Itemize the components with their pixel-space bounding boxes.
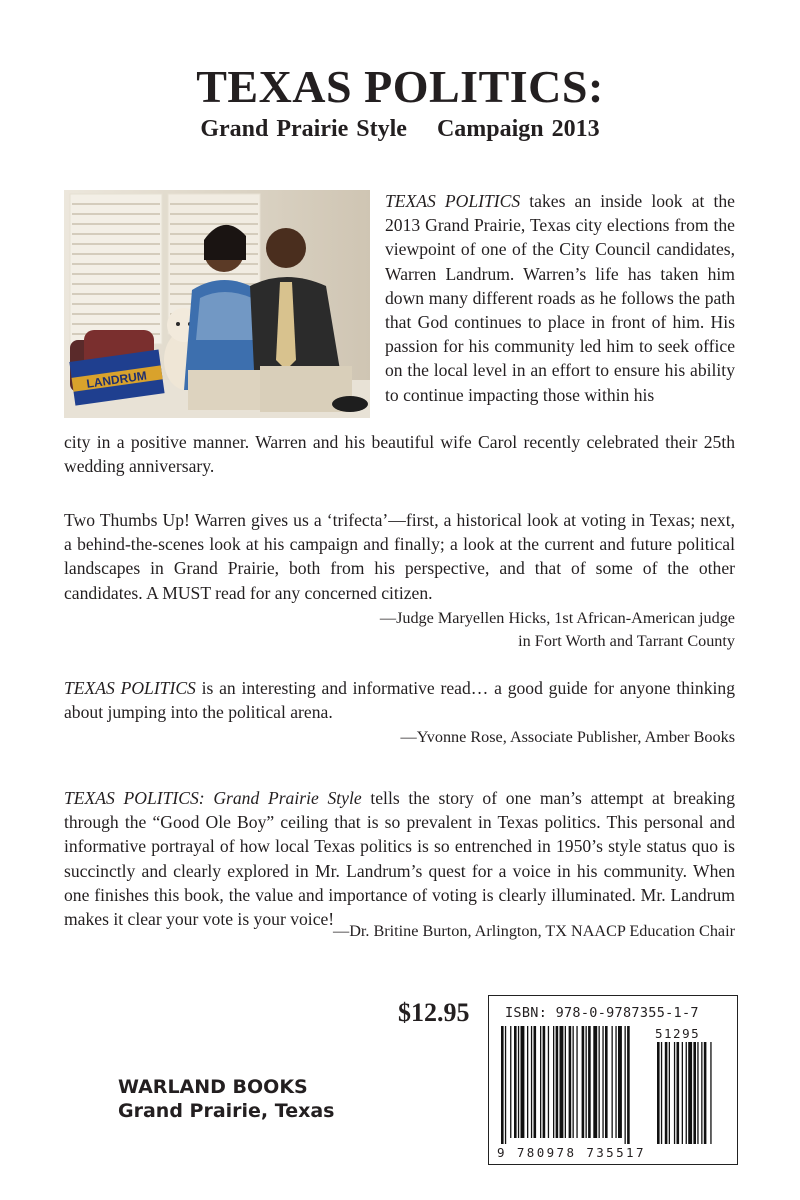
addon-digits: 51295 [655, 1026, 701, 1041]
review-rose-attribution: —Yvonne Rose, Associate Publisher, Amber Books [400, 728, 735, 746]
addon-bar [682, 1042, 683, 1144]
barcode-bar [514, 1026, 517, 1138]
review-burton-attribution: —Dr. Britine Burton, Arlington, TX NAACP Education Chair [333, 922, 735, 940]
barcode-bar [599, 1026, 600, 1138]
intro-tail: city in a positive manner. Warren and his beautiful wife Carol recently celebrated their 25th wedding anniversary. [64, 432, 735, 477]
barcode-bar [593, 1026, 597, 1138]
addon-bar [710, 1042, 711, 1144]
addon-bar [669, 1042, 670, 1144]
barcode-bar [573, 1026, 574, 1138]
barcode-bar [560, 1026, 564, 1138]
intro-body: takes an inside look at the 2013 Grand Prairie, Texas city elections from the viewpoint of one of the City Council candidates, Warren Landrum. Warren’s life has taken him down many different roads as he follows the path that God continues to place in front of him. His passion for his community led him to seek office on the local level in an effort to ensure his ability to continue impacting those within his [385, 191, 735, 405]
review-hicks-text: Two Thumbs Up! Warren gives us a ‘trifecta’—first, a historical look at voting in Texas; next, a behind-the-scenes look at his campaign and finally; a look at the current and future political landscapes in Grand Prairie, both from his perspective, and that of some of the other candidates. A MUST read for any concerned citizen. [64, 510, 735, 603]
review-hicks-attribution-line2: in Fort Worth and Tarrant County [518, 632, 735, 650]
review-burton [64, 786, 735, 931]
review-hicks-attribution [64, 607, 735, 653]
isbn-barcode [488, 995, 738, 1165]
barcode-bar [521, 1026, 525, 1138]
review-rose [64, 676, 735, 724]
barcode-bar [569, 1026, 572, 1138]
review-rose-italic-lead: TEXAS POLITICS [64, 678, 196, 698]
barcode-bar [615, 1026, 616, 1138]
barcode-bar [556, 1026, 559, 1138]
barcode-bars [489, 996, 739, 1166]
barcode-bar [531, 1026, 532, 1138]
review-hicks [64, 508, 735, 605]
addon-bar [693, 1042, 696, 1144]
barcode-bar [627, 1026, 630, 1144]
publisher-name: WARLAND BOOKS [118, 1076, 308, 1098]
barcode-bar [543, 1026, 546, 1138]
barcode-bar [518, 1026, 519, 1138]
subtitle-right: Campaign 2013 [436, 116, 600, 142]
isbn-label: ISBN: 978-0-9787355-1-7 [505, 1005, 699, 1021]
subtitle-left: Grand Prairie Style [200, 116, 407, 142]
review-hicks-attribution-line1: —Judge Maryellen Hicks, 1st African-American judge [379, 609, 735, 627]
price: $12.95 [398, 998, 470, 1027]
intro-italic-lead: TEXAS POLITICS [385, 191, 521, 211]
barcode-bar [588, 1026, 591, 1138]
barcode-bar [505, 1026, 506, 1144]
publisher [118, 1075, 334, 1123]
addon-bar [665, 1042, 668, 1144]
barcode-bar [625, 1026, 626, 1144]
barcode-bar [605, 1026, 608, 1138]
barcode-bar [582, 1026, 585, 1138]
intro-paragraph [385, 189, 735, 407]
barcode-bar [602, 1026, 603, 1138]
barcode-bar [553, 1026, 554, 1138]
barcode-bar [612, 1026, 613, 1138]
intro-paragraph-tail [64, 430, 735, 478]
barcode-bar [510, 1026, 511, 1138]
barcode-bar [540, 1026, 541, 1138]
barcode-bar [565, 1026, 566, 1138]
barcode-bar [618, 1026, 622, 1138]
addon-bar [704, 1042, 707, 1144]
ean-digits: 9 780978 735517 [497, 1145, 646, 1160]
book-title: TEXAS POLITICS: [196, 61, 604, 112]
addon-bar [688, 1042, 692, 1144]
addon-bar [657, 1042, 660, 1144]
review-burton-italic-lead: TEXAS POLITICS: Grand Prairie Style [64, 788, 362, 808]
barcode-bar [586, 1026, 587, 1138]
addon-bar [686, 1042, 687, 1144]
barcode-bar [501, 1026, 504, 1144]
publisher-location: Grand Prairie, Texas [118, 1100, 335, 1122]
review-rose-text: is an interesting and informative read… a good guide for anyone thinking about jumping into the political arena. [64, 678, 735, 723]
review-burton-text: tells the story of one man’s attempt at breaking through the “Good Ole Boy” ceiling that is so prevalent in Texas politics. This personal and informative portrayal of how local Texas politics is so entrenched in 1950’s style status quo is succinctly and clearly explored in Mr. Landrum’s quest for a voice in his community. When one finishes this book, the value and importance of voting is clearly illuminated. Mr. Landrum makes it clear your vote is your voice! [64, 788, 735, 930]
barcode-bar [548, 1026, 549, 1138]
author-photo [64, 190, 370, 418]
addon-bar [674, 1042, 675, 1144]
addon-bar [677, 1042, 680, 1144]
barcode-bar [576, 1026, 577, 1138]
addon-bar [697, 1042, 698, 1144]
barcode-bar [527, 1026, 528, 1138]
barcode-bar [534, 1026, 537, 1138]
addon-bar [661, 1042, 662, 1144]
addon-bar [701, 1042, 702, 1144]
book-subtitle [0, 117, 800, 141]
sign-text-main: LANDRUM [85, 368, 148, 391]
